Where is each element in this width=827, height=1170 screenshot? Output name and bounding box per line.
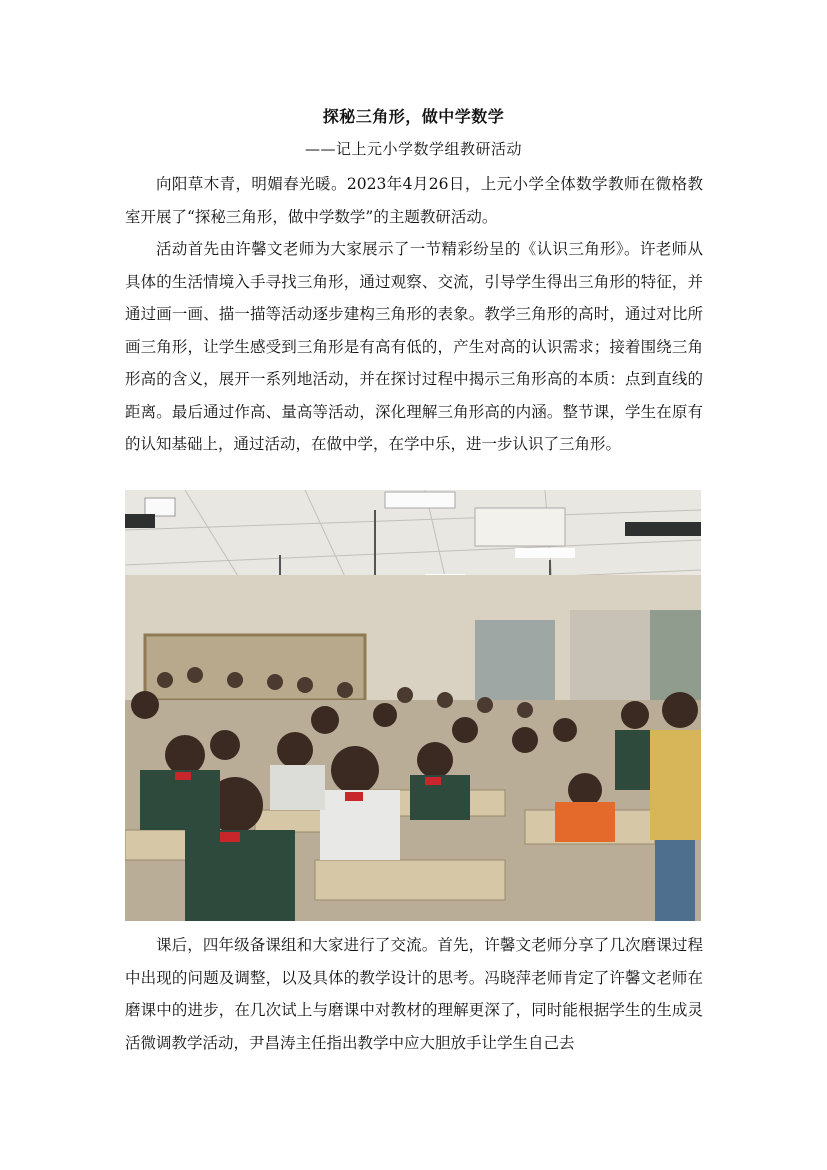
paragraph-intro: 向阳草木青，明媚春光暖。2023年4月26日，上元小学全体数学教师在微格教室开展了“探秘三角形，做中学数学”的主题教研活动。: [125, 175, 703, 226]
body-text-bottom: [125, 929, 703, 1059]
article-subtitle: ——记上元小学数学组教研活动: [304, 140, 522, 158]
paragraph-lesson: 活动首先由许馨文老师为大家展示了一节精彩纷呈的《认识三角形》。许老师从具体的生活情境入手寻找三角形，通过观察、交流，引导学生得出三角形的特征，并通过画一画、描一描等活动逐步建构三角形的表象。教学三角形的高时，通过对比所画三角形，让学生感受到三角形是有高有低的，产生对高的认识需求；接着围绕三角形高的含义，展开一系列地活动，并在探讨过程中揭示三角形高的本质：点到直线的距离。最后通过作高、量高等活动，深化理解三角形高的内涵。整节课，学生在原有的认知基础上，通过活动，在做中学，在学中乐，进一步认识了三角形。: [125, 240, 703, 453]
article-title: 探秘三角形，做中学数学: [322, 107, 505, 126]
classroom-photo: [125, 490, 701, 921]
classroom-photo-image: [125, 490, 701, 921]
body-text-top: [125, 168, 703, 461]
paragraph-discussion: 课后，四年级备课组和大家进行了交流。首先，许馨文老师分享了几次磨课过程中出现的问题及调整，以及具体的教学设计的思考。冯晓萍老师肯定了许馨文老师在磨课中的进步，在几次试上与磨课中对教材的理解更深了，同时能根据学生的生成灵活微调教学活动，尹昌涛主任指出教学中应大胆放手让学生自己去: [125, 936, 703, 1052]
